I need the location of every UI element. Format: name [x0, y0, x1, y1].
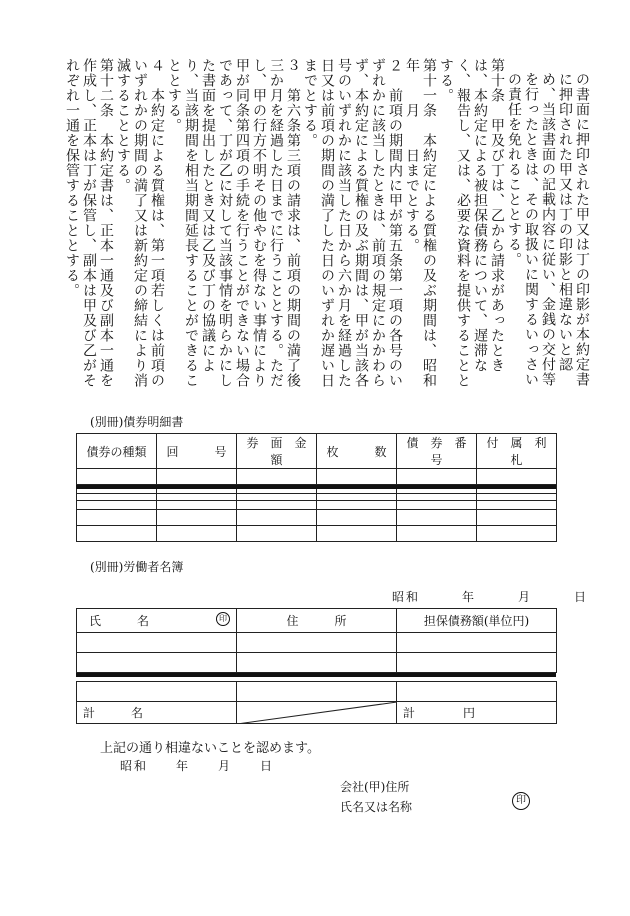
company-name-label: 氏名又は名称 [340, 800, 413, 814]
clause-text-block [64, 58, 590, 418]
worker-table-continued [76, 681, 557, 724]
seal-icon: 印 [216, 612, 230, 626]
bond-header-face-value: 券 面 金 額 [237, 434, 317, 469]
clause-paragraph: 第十二条 本約定書は、正本一通及び副本一通を作成し、正本は丁が保管し、副本は甲及び乙がそれぞれ一通を保管することとする。 [64, 58, 114, 388]
confirmation-text: 上記の通り相違ないことを認めます。 [100, 741, 320, 756]
table-row [77, 494, 557, 510]
clause-paragraph: ２ 前項の期間内に甲が第五条第一項の各号のいずれかに該当したときは、前項の規定にかかわらず、本約定による質権の及ぶ期間は、甲が当該各号のいずれかに該当した日から六か月を経過した日又は前項の期間の満了した日のいずれか遅い日までとする。 [302, 58, 403, 388]
worker-header-address: 住 所 [237, 609, 397, 633]
table-break-rule [76, 673, 556, 677]
diagonal-cell [237, 702, 397, 724]
confirmation-date: 昭和 年 月 日 [120, 759, 275, 773]
worker-table-label: (別冊)労働者名簿 [90, 560, 184, 574]
bond-header-coupon: 付 属 利 札 [477, 434, 557, 469]
table-row [77, 510, 557, 526]
table-break-rule [76, 485, 556, 489]
seal-icon: 印 [512, 792, 530, 810]
total-row [77, 702, 557, 724]
total-count: 計 名 [83, 706, 144, 720]
total-amount: 計 円 [403, 706, 476, 720]
table-row [77, 653, 557, 673]
table-row [77, 682, 557, 702]
bond-header-count: 枚 数 [317, 434, 397, 469]
bond-table-label: (別冊)債券明細書 [90, 415, 184, 429]
name-header-text: 氏 名 [89, 614, 150, 628]
worker-table [76, 608, 557, 673]
clause-paragraph: ３ 第六条第三項の請求は、前項の期間の満了後三か月を経過した日までに行うこととする。ただし、甲の行方不明その他やむを得ない事情により甲が同条第四項の手続を行うことができない場合であって、丁が乙に対して当該事情を明らかにした書面を提出したとき又は乙及び丁の協議により、当該期間を相当期間延長することができることとする。 [166, 58, 301, 388]
bond-header-number: 債 券 番 号 [397, 434, 477, 469]
bond-header-type: 債券の種類 [77, 434, 157, 469]
diagonal-line [237, 702, 397, 724]
roster-date: 昭和 年 月 日 [392, 590, 589, 604]
table-row [77, 526, 557, 542]
table-row [77, 469, 557, 485]
table-row [77, 633, 557, 653]
bond-table-continued [76, 493, 557, 542]
clause-paragraph: の書面に押印された甲又は丁の印影が本約定書に押印された甲又は丁の印影と相違ないと認め、当該書面の記載内容に従い、金銭の交付等を行ったときは、その取扱いに関するいっさいの責任を免れることとする。 [506, 72, 590, 387]
bond-table [76, 433, 557, 501]
clause-paragraph: 第十条 甲及び丁は、乙から請求があったときは、本約定による被担保債務について、遅滞なく、報告し、又は、必要な資料を提供することとする。 [438, 58, 505, 388]
clause-paragraph: ４ 本約定による質権は、第一項若しくは前項のいずれかの期間の満了又は新約定の締結により消滅することとする。 [115, 58, 165, 388]
worker-header-amount: 担保債務額(単位円) [397, 609, 557, 633]
bond-header-series: 回 号 [157, 434, 237, 469]
worker-header-name [77, 609, 237, 633]
clause-paragraph: 第十一条 本約定による質権の及ぶ期間は、昭和 年 月 日までとする。 [404, 58, 437, 418]
company-address-label: 会社(甲)住所 [340, 780, 410, 794]
